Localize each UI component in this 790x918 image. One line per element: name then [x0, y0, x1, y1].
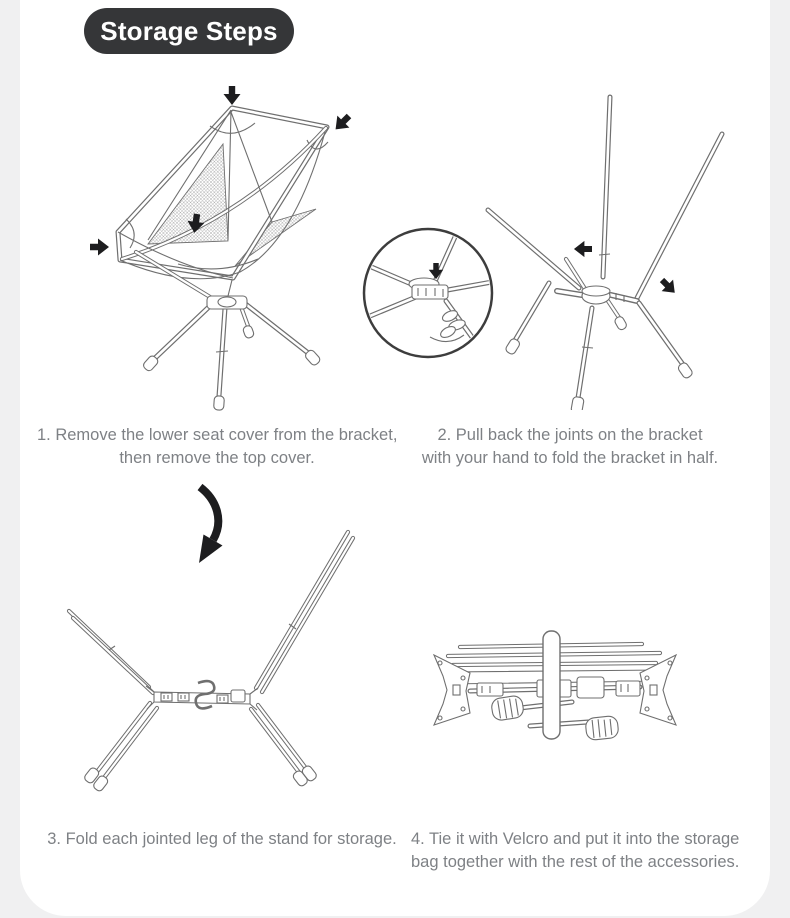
lower-right-arm — [251, 705, 318, 787]
upper-right-arm — [256, 532, 353, 692]
caption-line: with your hand to fold the bracket in half. — [421, 449, 719, 467]
pull-arrow-left-icon — [574, 241, 592, 257]
page-title: Storage Steps — [100, 15, 278, 46]
step4-folded-bundle-illustration — [420, 625, 690, 750]
lower-left-arm — [83, 703, 157, 792]
caption-line: 1. Remove the lower seat cover from the bracket, — [37, 426, 398, 444]
caption-line: 2. Pull back the joints on the bracket — [437, 426, 703, 444]
fold-arrow-down-icon — [224, 86, 241, 105]
rubber-foot-lower — [585, 715, 619, 740]
magnified-joint-detail — [360, 229, 492, 357]
pull-arrow-down-right-icon — [656, 274, 680, 298]
step4-caption — [411, 828, 740, 874]
caption-line: 4. Tie it with Velcro and put it into the storage — [411, 830, 740, 848]
caption-line: bag together with the rest of the accessories. — [411, 853, 740, 871]
caption-line: 3. Fold each jointed leg of the stand for storage. — [47, 830, 397, 848]
right-x-bracket — [640, 655, 676, 725]
caption-line: then remove the top cover. — [119, 449, 315, 467]
fold-arrow-down-left-icon — [330, 110, 355, 135]
upper-left-arm — [69, 611, 153, 693]
step3-folded-stand-illustration — [60, 520, 360, 805]
title-badge — [84, 8, 294, 54]
velcro-strap — [543, 631, 560, 739]
step3-caption — [42, 828, 402, 851]
step2-bracket-illustration — [360, 85, 745, 410]
center-connector-bar — [146, 681, 258, 710]
step1-caption — [37, 424, 397, 470]
half-folded-bracket — [488, 97, 722, 410]
rubber-foot-upper — [490, 695, 524, 722]
step1-chair-illustration — [58, 80, 363, 412]
step2-caption — [410, 424, 730, 470]
fold-arrow-right-icon — [90, 239, 109, 256]
